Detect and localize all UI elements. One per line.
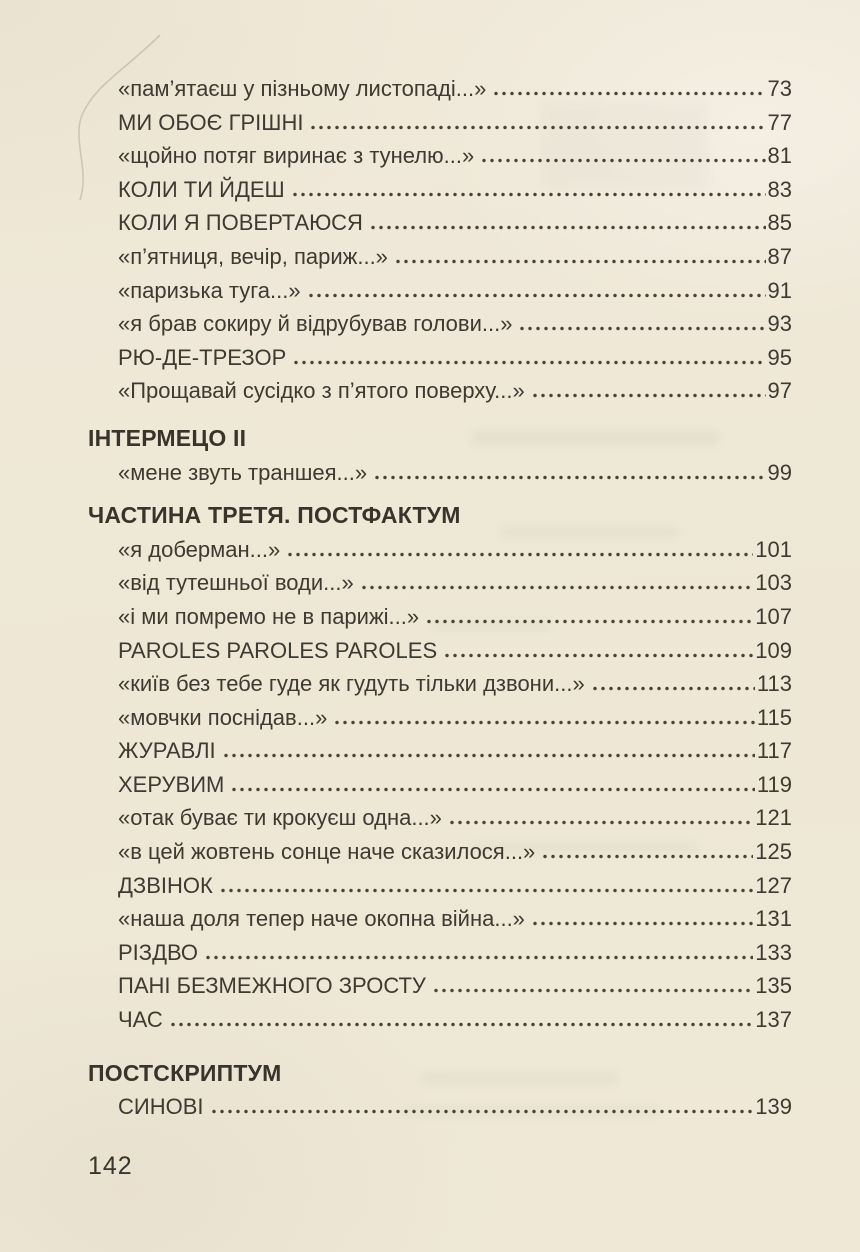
toc-entry (88, 274, 792, 308)
dot-leader (448, 820, 753, 825)
dot-leader (169, 1022, 754, 1027)
toc-entry-title: «мене звуть траншея...» (118, 459, 368, 485)
toc-entry-page: 93 (767, 311, 792, 337)
toc-entry (88, 106, 792, 140)
toc-entry-title: РІЗДВО (118, 939, 199, 965)
toc-entry (88, 835, 792, 869)
toc-entry-title: ХЕРУВИМ (118, 771, 225, 797)
dot-leader (307, 293, 766, 298)
toc-entry-page: 81 (767, 143, 792, 169)
dot-leader (425, 619, 753, 624)
dot-leader (373, 475, 765, 480)
toc-entry-title: «в цей жовтень сонце наче сказилося...» (118, 839, 536, 865)
toc-entry-page: 91 (767, 277, 792, 303)
toc-entry-page: 127 (755, 872, 792, 898)
toc-entry (88, 240, 792, 274)
toc-entry-title: «отак буває ти крокуєш одна...» (118, 805, 442, 831)
toc-entry (88, 768, 792, 802)
toc-entry-page: 113 (756, 671, 792, 697)
dot-leader (286, 552, 753, 557)
toc-entry (88, 206, 792, 240)
toc-entry-title: «пам’ятаєш у пізньому листопаді...» (118, 76, 487, 101)
toc-entry-title: «і ми помремо не в парижі...» (118, 603, 420, 629)
toc-entry-page: 97 (767, 378, 792, 404)
toc-entry-title: «п’ятниця, вечір, париж...» (118, 243, 388, 269)
toc-entry-page: 125 (755, 839, 792, 865)
toc-entry-page: 139 (755, 1094, 792, 1120)
dot-leader (222, 753, 755, 758)
toc-entry-title: КОЛИ Я ПОВЕРТАЮСЯ (118, 210, 363, 236)
toc-entry-page: 77 (767, 109, 792, 135)
dot-leader (591, 686, 755, 691)
toc-group (88, 499, 792, 1037)
dot-leader (219, 888, 753, 893)
toc-entry-title: «наша доля тепер наче окопна війна...» (118, 906, 525, 932)
toc-entry-page: 99 (767, 459, 792, 485)
toc-entry (88, 801, 792, 835)
toc-section-heading: ЧАСТИНА ТРЕТЯ. ПОСТФАКТУМ (88, 502, 461, 529)
toc-entry-title: «щойно потяг виринає з тунелю...» (118, 143, 475, 169)
toc-group (88, 422, 792, 489)
toc-group (88, 1057, 792, 1124)
toc-entry (88, 869, 792, 903)
dot-leader (291, 192, 766, 197)
dot-leader (369, 225, 766, 230)
toc-entry-page: 117 (756, 738, 792, 764)
toc-entry (88, 667, 792, 701)
toc-entry (88, 456, 792, 490)
dot-leader (432, 988, 753, 993)
toc-entry-page: 131 (755, 906, 792, 932)
dot-leader (292, 360, 765, 365)
dot-leader (541, 854, 753, 859)
dot-leader (333, 720, 755, 725)
dot-leader (492, 91, 765, 96)
dot-leader (443, 653, 753, 658)
toc-entry-title: ЧАС (118, 1007, 163, 1033)
dot-leader (480, 158, 765, 163)
dot-leader (230, 787, 755, 792)
toc-entry-page: 109 (755, 637, 792, 663)
toc-entry (88, 600, 792, 634)
toc-entry (88, 936, 792, 970)
toc-entry-title: «паризька туга...» (118, 277, 301, 303)
dot-leader (394, 259, 766, 264)
toc-entry-page: 115 (756, 704, 792, 730)
toc-entry (88, 1090, 792, 1124)
toc-entry-page: 73 (767, 76, 792, 101)
toc-entry (88, 173, 792, 207)
toc-entry-title: МИ ОБОЄ ГРІШНІ (118, 109, 304, 135)
toc-group (88, 72, 792, 408)
dot-leader (210, 1109, 754, 1114)
toc-entry (88, 1003, 792, 1037)
toc-entry (88, 307, 792, 341)
toc-entry-page: 83 (767, 176, 792, 202)
toc-entry (88, 341, 792, 375)
toc-entry-page: 107 (755, 603, 792, 629)
toc-entry-page: 103 (755, 570, 792, 596)
dot-leader (360, 585, 754, 590)
toc-entry-title: «я доберман...» (118, 536, 281, 562)
toc-entry-page: 95 (767, 344, 792, 370)
page-number: 142 (88, 1151, 133, 1180)
toc-entry (88, 139, 792, 173)
toc-entry-page: 119 (756, 771, 792, 797)
toc-entry-page: 137 (755, 1007, 792, 1033)
toc-entry-title: ЖУРАВЛІ (118, 738, 216, 764)
dot-leader (309, 125, 765, 130)
dot-leader (518, 326, 765, 331)
toc-entry (88, 72, 792, 106)
toc-entry (88, 566, 792, 600)
toc-entry (88, 374, 792, 408)
toc-entry-title: «Прощавай сусідко з п’ятого поверху...» (118, 378, 525, 404)
toc-section-heading: ІНТЕРМЕЦО ІІ (88, 424, 247, 451)
toc-entry (88, 533, 792, 567)
toc-entry-title: СИНОВІ (118, 1094, 204, 1120)
toc-entry-page: 101 (755, 536, 792, 562)
toc-entry-title: PAROLES PAROLES PAROLES (118, 637, 438, 663)
toc-entry-title: «від тутешньої води...» (118, 570, 354, 596)
toc-entry-title: КОЛИ ТИ ЙДЕШ (118, 176, 285, 202)
toc-entry (88, 734, 792, 768)
toc-entry (88, 634, 792, 668)
toc-entry-title: «київ без тебе гуде як гудуть тільки дзвони...» (118, 671, 585, 697)
toc-entry (88, 902, 792, 936)
toc-entry-page: 133 (755, 939, 792, 965)
toc-entry-title: ДЗВІНОК (118, 872, 213, 898)
toc-entry-title: РЮ-ДЕ-ТРЕЗОР (118, 344, 287, 370)
dot-leader (531, 393, 766, 398)
dot-leader (204, 955, 753, 960)
toc-entry-page: 87 (767, 243, 792, 269)
toc-section-heading: ПОСТСКРИПТУМ (88, 1059, 282, 1086)
toc-entry-page: 135 (755, 973, 792, 999)
dot-leader (531, 921, 753, 926)
toc-entry (88, 701, 792, 735)
toc-entry (88, 969, 792, 1003)
toc-entry-page: 85 (767, 210, 792, 236)
toc-entry-title: «мовчки поснідав...» (118, 704, 328, 730)
toc-entry-title: ПАНІ БЕЗМЕЖНОГО ЗРОСТУ (118, 973, 426, 999)
toc-entry-title: «я брав сокиру й відрубував голови...» (118, 311, 513, 337)
toc-entry-page: 121 (755, 805, 792, 831)
